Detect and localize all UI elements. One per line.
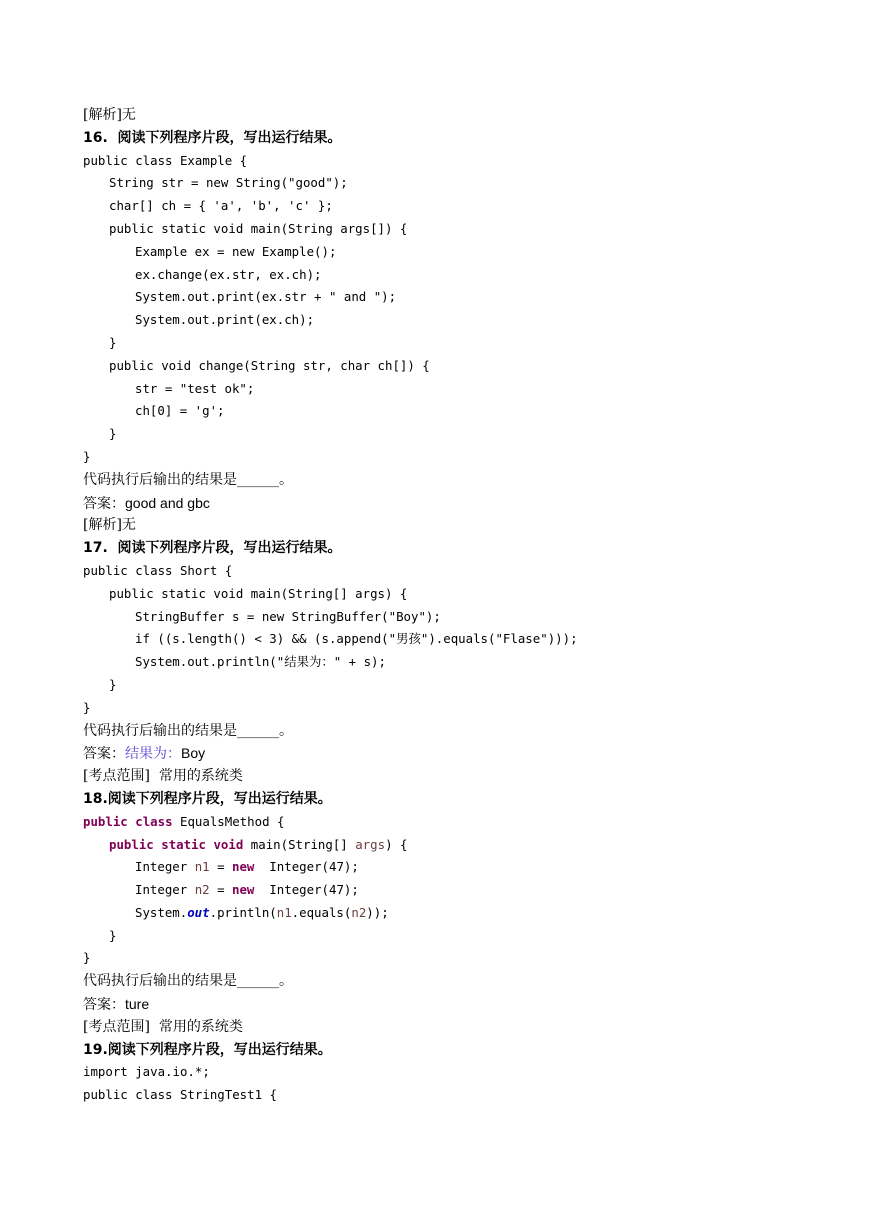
code-text: = [209,859,232,875]
q17-answer [83,742,843,765]
q16-analysis: [解析]无 [83,517,136,534]
code-line: } [83,699,91,715]
code-text: System. [135,904,188,920]
code-line: StringBuffer s = new StringBuffer("Boy"); [135,608,441,624]
code-line [83,902,843,925]
keyword: static [161,836,206,852]
code-line: Example ex = new Example(); [135,243,337,259]
q16-question: 代码执行后输出的结果是______。 [83,471,293,488]
static-field: out [187,904,210,920]
q18-title: 18.阅读下列程序片段，写出运行结果。 [83,790,332,807]
code-line: String str = new String("good"); [109,175,348,191]
code-text: main(String[] [243,836,356,852]
code-line [83,879,843,902]
q15-analysis: [解析]无 [83,107,136,123]
q18-question: 代码执行后输出的结果是______。 [83,973,293,990]
variable: args [355,836,386,852]
code-line: } [109,334,117,350]
code-line: public class Short { [83,562,233,578]
code-line [83,834,843,857]
code-text: = [209,882,232,898]
code-text: Integer(47); [254,882,359,898]
answer-value: Boy [181,745,206,762]
keyword: public [109,836,154,852]
variable: n2 [194,882,210,898]
code-text: Integer [135,882,195,898]
code-line: public class StringTest1 { [83,1087,277,1103]
keyword: new [232,882,255,898]
answer-label: 答案： [83,746,125,763]
code-line: } [109,426,117,442]
code-text: ) { [385,836,408,852]
code-text: .println( [209,904,277,920]
code-text: )); [366,904,389,920]
code-line: ex.change(ex.str, ex.ch); [135,266,322,282]
code-line: public void change(String str, char ch[]) { [109,357,430,373]
code-text: Integer(47); [254,859,359,875]
code-line: public static void main(String[] args) { [109,585,408,601]
variable: n2 [351,904,367,920]
q19-title: 19.阅读下列程序片段，写出运行结果。 [83,1041,332,1058]
code-text: Integer [135,859,195,875]
code-line: public static void main(String args[]) { [109,220,408,236]
code-line: public class Example { [83,152,248,168]
code-line [83,811,843,834]
keyword: void [213,836,244,852]
code-line: } [109,676,117,692]
document-page [83,104,843,1107]
code-line: System.out.print(ex.str + " and "); [135,289,397,305]
variable: n1 [276,904,292,920]
code-line: } [83,448,91,464]
code-line: char[] ch = { 'a', 'b', 'c' }; [109,198,333,214]
q17-question: 代码执行后输出的结果是______。 [83,722,293,739]
code-line: } [109,927,117,943]
answer-colored-text: 结果为： [125,746,181,763]
q17-scope: [考点范围] 常用的系统类 [83,768,243,785]
variable: n1 [194,859,210,875]
q18-answer: 答案：ture [83,996,150,1013]
q18-scope: [考点范围] 常用的系统类 [83,1018,243,1035]
code-text: .equals( [291,904,352,920]
code-line: System.out.print(ex.ch); [135,312,315,328]
keyword: public [83,813,128,829]
code-line: ch[0] = 'g'; [135,403,225,419]
code-line: str = "test ok"; [135,380,255,396]
keyword: new [232,859,255,875]
code-line: } [83,950,91,966]
code-line: if ((s.length() < 3) && (s.append("男孩").equals("Flase"))); [135,631,578,647]
code-line [83,856,843,879]
code-line: System.out.println("结果为：" + s); [135,654,386,670]
q16-title: 16. 阅读下列程序片段，写出运行结果。 [83,129,342,146]
keyword: class [135,813,173,829]
code-text: EqualsMethod { [172,813,285,829]
code-line: import java.io.*; [83,1064,210,1080]
q17-title: 17. 阅读下列程序片段，写出运行结果。 [83,540,342,557]
q16-answer: 答案：good and gbc [83,494,210,511]
